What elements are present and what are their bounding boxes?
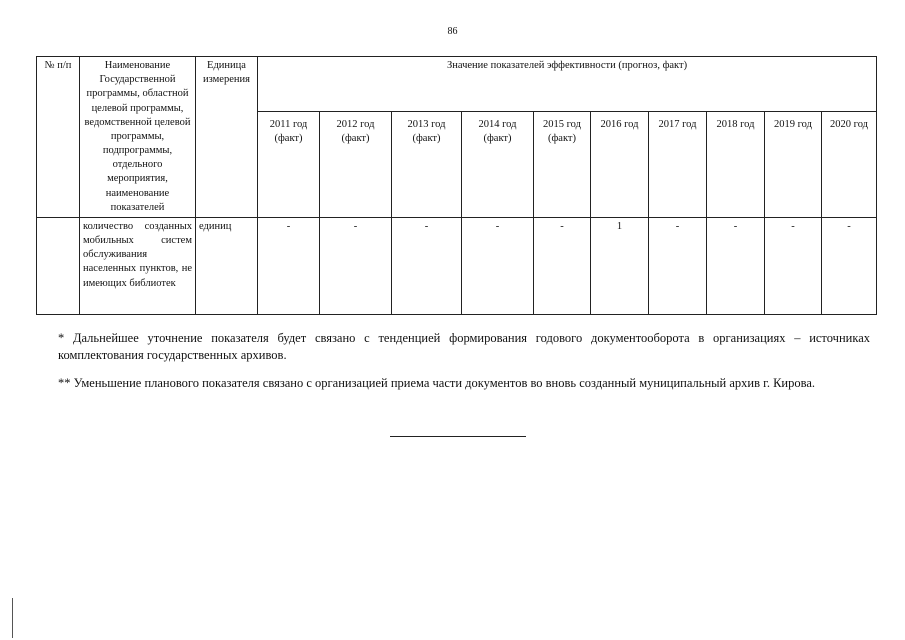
closing-rule (390, 436, 526, 437)
row-value: - (258, 217, 320, 314)
header-year: 2012 год (факт) (320, 111, 392, 217)
header-unit: Единица измерения (196, 57, 258, 218)
row-value: - (822, 217, 877, 314)
page-number: 86 (447, 26, 458, 37)
header-year: 2013 год (факт) (392, 111, 462, 217)
row-num (37, 217, 80, 314)
row-indicator-name: количество созданных мобильных систем обслуживания населенных пунктов, не имеющих библиотек (80, 217, 196, 314)
header-year: 2018 год (707, 111, 765, 217)
header-year: 2019 год (765, 111, 822, 217)
header-year: 2014 год (факт) (462, 111, 534, 217)
header-num: № п/п (37, 57, 80, 218)
row-value: - (320, 217, 392, 314)
row-value: - (765, 217, 822, 314)
row-value: - (462, 217, 534, 314)
footnote-1: * Дальнейшее уточнение показателя будет связано с тенденцией формирования годового документооборота в организациях – источниках комплектования государственных архивов. (58, 331, 870, 362)
header-group-title: Значение показателей эффективности (прогноз, факт) (258, 57, 877, 112)
row-value: - (392, 217, 462, 314)
row-value: 1 (591, 217, 649, 314)
header-year: 2016 год (591, 111, 649, 217)
footnote-2: ** Уменьшение планового показателя связано с организацией приема части документов во вновь созданный муниципальный архив г. Кирова. (58, 376, 816, 390)
row-value: - (707, 217, 765, 314)
row-value: - (534, 217, 591, 314)
indicators-table (36, 56, 877, 315)
header-year: 2015 год (факт) (534, 111, 591, 217)
scan-margin-mark (12, 598, 13, 638)
header-year: 2020 год (822, 111, 877, 217)
table-header-row (37, 57, 877, 112)
row-value: - (649, 217, 707, 314)
header-name: Наименование Государственной программы, областной целевой программы, ведомственной целевой программы, подпрограммы, отдельного мероприятия, наименование показателей (80, 57, 196, 218)
row-unit: единиц (196, 217, 258, 314)
header-year: 2011 год (факт) (258, 111, 320, 217)
header-year: 2017 год (649, 111, 707, 217)
table-row (37, 217, 877, 314)
